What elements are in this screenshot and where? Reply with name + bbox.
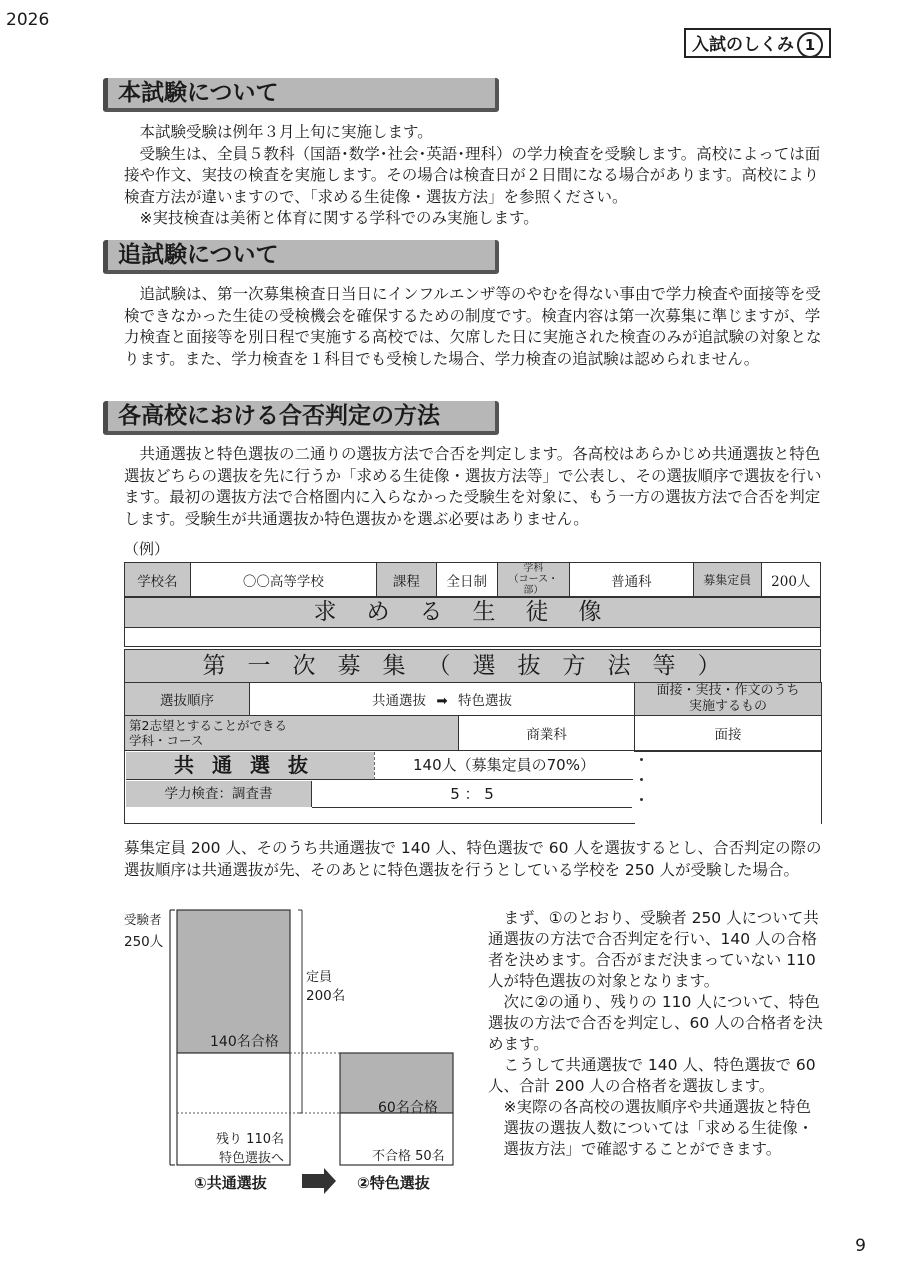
capacity-diagram-label: 定員 xyxy=(306,970,333,985)
special-pass-label: 60名合格 xyxy=(378,1100,438,1116)
ideal-student-title: 求める生徒像 xyxy=(125,598,820,628)
interview-value: 面接 xyxy=(635,716,822,751)
order-value xyxy=(250,683,635,716)
school-name-label: 学校名 xyxy=(125,563,191,597)
order-label: 選抜順序 xyxy=(125,683,250,716)
second-choice-value: 商業科 xyxy=(459,716,635,751)
paragraph: 受験生は、全員５教科（国語･数学･社会･英語･理科）の学力検査を受験します。高校によっては面接や作文、実技の検査を実施します。その場合は検査日が２日間になる場合があります。高校により検査方法が違いますので、「求める生徒像・選抜方法」を参照ください。 xyxy=(124,144,821,206)
section-body-main-exam xyxy=(124,122,824,230)
course-value: 全日制 xyxy=(436,563,497,597)
order-from: 共通選抜 xyxy=(372,693,427,709)
step1-label: ①共通選抜 xyxy=(194,1174,267,1192)
common-selection-value: 140人（募集定員の70%） xyxy=(374,752,633,780)
note: ※実技検査は美術と体育に関する学科でのみ実施します。 xyxy=(139,209,539,227)
dept-value: 普通科 xyxy=(569,563,693,597)
section-tag-label: 入試のしくみ xyxy=(692,35,794,55)
common-selection-label: 共通選抜 xyxy=(126,752,374,780)
remaining-label: 残り 110名 特色選抜へ xyxy=(216,1132,284,1166)
ratio-label: 学力検査：調査書 xyxy=(126,781,312,807)
interview-extra-box xyxy=(634,751,822,824)
example-label: （例） xyxy=(124,540,170,558)
section-body-judgement xyxy=(124,444,824,530)
applicants-value: 250人 xyxy=(124,934,164,950)
capacity-value: 200人 xyxy=(761,563,820,597)
applicants-label: 受験者 xyxy=(124,912,162,927)
second-choice-label: 第2志望とすることができる 学科・コース xyxy=(125,716,459,751)
section-heading-main-exam: 本試験について xyxy=(103,78,499,112)
arrow-right-icon: ➡ xyxy=(436,693,448,709)
paragraph: 次に②の通り、残りの 110 人について、特色選抜の方法で合否を判定し、60 人の合格者を決めます。 xyxy=(488,993,823,1053)
school-info-table xyxy=(124,562,821,597)
arrow-right-icon xyxy=(302,1168,336,1194)
note: ※実際の各高校の選抜順序や共通選抜と特色選抜の選抜人数については「求める生徒像・選抜方法」で確認することができます。 xyxy=(503,1098,814,1158)
section-heading-judgement: 各高校における合否判定の方法 xyxy=(103,401,499,435)
paragraph: まず、①のとおり、受験者 250 人について共通選抜の方法で合否判定を行い、140 人の合格者を決めます。合否がまだ決まっていない 110 人が特色選抜の対象となります。 xyxy=(488,909,819,990)
ideal-student-box xyxy=(124,597,821,647)
selection-table xyxy=(124,682,822,751)
ratio-value: 5 ： 5 xyxy=(312,781,632,808)
paragraph: 本試験受験は例年３月上旬に実施します。 xyxy=(139,123,433,141)
scenario-text: 募集定員 200 人、そのうち共通選抜で 140 人、特色選抜で 60 人を選抜するとし、合否判定の際の選抜順序は共通選抜が先、そのあとに特色選抜を行うとしている学校を 250 人が受験した場合。 xyxy=(124,839,822,879)
course-label: 課程 xyxy=(377,563,436,597)
school-name-value: 〇〇高等学校 xyxy=(190,563,377,597)
section-heading-makeup-exam: 追試験について xyxy=(103,240,499,274)
step2-label: ②特色選抜 xyxy=(357,1174,430,1192)
interview-head: 面接・実技・作文のうち 実施するもの xyxy=(635,683,822,716)
first-recruitment-title-box xyxy=(124,649,821,684)
order-to: 特色選抜 xyxy=(457,693,512,709)
common-pass-label: 140名合格 xyxy=(210,1034,279,1050)
paragraph: 共通選抜と特色選抜の二通りの選抜方法で合否を判定します。各高校はあらかじめ共通選抜と特色選抜どちらの選抜を先に行うか「求める生徒像・選抜方法等」で公表し、その選抜順序で選抜を行います。最初の選抜方法で合格圏内に入らなかった受験生を対象に、もう一方の選抜方法で合否を判定します。受験生が共通選抜か特色選抜かを選ぶ必要はありません。 xyxy=(124,445,822,528)
explanation-text xyxy=(488,908,824,1160)
page-number: 9 xyxy=(855,1236,866,1256)
capacity-label: 募集定員 xyxy=(693,563,761,597)
section-tag-number: 1 xyxy=(797,32,823,58)
capacity-diagram-value: 200名 xyxy=(306,988,346,1004)
section-body-makeup-exam xyxy=(124,284,824,370)
first-recruitment-title: 第一次募集（選抜方法等） xyxy=(125,650,820,683)
year-label: 2026 xyxy=(6,10,50,30)
paragraph: 追試験は、第一次募集検査日当日にインフルエンザ等のやむを得ない事由で学力検査や面接等を受検できなかった生徒の受検機会を確保するための制度です。検査内容は第一次募集に準じますが、学力検査と面接等を別日程で実施する高校では、欠席した日に実施された検査のみが追試験の対象となります。また、学力検査を１科目でも受検した場合、学力検査の追試験は認められません。 xyxy=(124,285,822,368)
section-tag xyxy=(684,28,831,58)
paragraph: こうして共通選抜で 140 人、特色選抜で 60 人、合計 200 人の合格者を選抜します。 xyxy=(488,1056,816,1095)
fail-label: 不合格 50名 xyxy=(372,1149,445,1164)
dept-label: 学科 （コース・部） xyxy=(497,563,569,597)
